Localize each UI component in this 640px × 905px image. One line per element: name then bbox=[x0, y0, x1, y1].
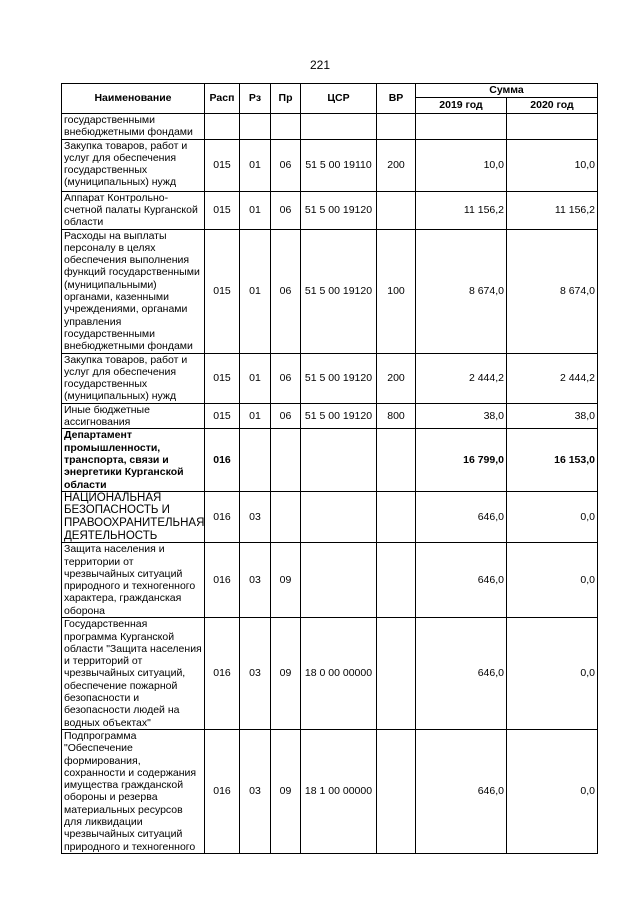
row-pr: 06 bbox=[271, 191, 301, 229]
table-row bbox=[62, 139, 598, 191]
row-name: Закупка товаров, работ и услуг для обеспечения государственных (муниципальных) нужд bbox=[62, 353, 205, 403]
row-name: НАЦИОНАЛЬНАЯ БЕЗОПАСНОСТЬ И ПРАВООХРАНИТЕЛЬНАЯ ДЕЯТЕЛЬНОСТЬ bbox=[62, 491, 205, 542]
row-sum-2019: 646,0 bbox=[416, 491, 507, 542]
row-rasp: 016 bbox=[205, 729, 240, 853]
row-rasp: 016 bbox=[205, 429, 240, 491]
row-rz bbox=[240, 114, 271, 140]
row-rz: 01 bbox=[240, 191, 271, 229]
row-vr bbox=[377, 491, 416, 542]
row-sum-2019: 646,0 bbox=[416, 543, 507, 618]
row-pr: 06 bbox=[271, 139, 301, 191]
row-sum-2020: 0,0 bbox=[507, 618, 598, 730]
row-name: Иные бюджетные ассигнования bbox=[62, 403, 205, 429]
row-vr bbox=[377, 618, 416, 730]
row-rasp bbox=[205, 114, 240, 140]
row-vr: 100 bbox=[377, 229, 416, 353]
row-pr bbox=[271, 491, 301, 542]
table-row bbox=[62, 618, 598, 730]
row-sum-2020: 0,0 bbox=[507, 729, 598, 853]
row-rasp: 015 bbox=[205, 191, 240, 229]
row-vr: 800 bbox=[377, 403, 416, 429]
row-name: Расходы на выплаты персоналу в целях обеспечения выполнения функций государственными (муниципальными) органами, казенными учреждениями, органами управления государственными внебюджетными фондами bbox=[62, 229, 205, 353]
row-vr bbox=[377, 729, 416, 853]
page-number: 221 bbox=[309, 58, 331, 72]
row-vr bbox=[377, 429, 416, 491]
row-name: Государственная программа Курганской области "Защита населения и территорий от чрезвычайных ситуаций, обеспечение пожарной безопасности и безопасности людей на водных объектах" bbox=[62, 618, 205, 730]
header-2019: 2019 год bbox=[416, 98, 507, 114]
row-sum-2019 bbox=[416, 114, 507, 140]
row-csr: 51 5 00 19120 bbox=[301, 191, 377, 229]
budget-table bbox=[61, 83, 598, 854]
row-vr bbox=[377, 543, 416, 618]
header-vr: ВР bbox=[377, 84, 416, 114]
row-rasp: 016 bbox=[205, 491, 240, 542]
row-csr: 51 5 00 19110 bbox=[301, 139, 377, 191]
row-vr: 200 bbox=[377, 139, 416, 191]
table-row bbox=[62, 191, 598, 229]
row-rz: 01 bbox=[240, 229, 271, 353]
row-sum-2020: 2 444,2 bbox=[507, 353, 598, 403]
row-rasp: 015 bbox=[205, 353, 240, 403]
row-name: Защита населения и территории от чрезвычайных ситуаций природного и техногенного характера, гражданская оборона bbox=[62, 543, 205, 618]
table-row bbox=[62, 229, 598, 353]
row-name: Закупка товаров, работ и услуг для обеспечения государственных (муниципальных) нужд bbox=[62, 139, 205, 191]
table-row bbox=[62, 491, 598, 542]
table-row bbox=[62, 429, 598, 491]
row-name: Департамент промышленности, транспорта, связи и энергетики Курганской области bbox=[62, 429, 205, 491]
row-rasp: 016 bbox=[205, 618, 240, 730]
row-sum-2019: 38,0 bbox=[416, 403, 507, 429]
row-name: государственными внебюджетными фондами bbox=[62, 114, 205, 140]
row-pr bbox=[271, 114, 301, 140]
row-pr: 09 bbox=[271, 543, 301, 618]
row-csr bbox=[301, 114, 377, 140]
row-rz: 01 bbox=[240, 139, 271, 191]
row-rz: 03 bbox=[240, 491, 271, 542]
table-row bbox=[62, 114, 598, 140]
row-csr: 18 0 00 00000 bbox=[301, 618, 377, 730]
header-row bbox=[62, 84, 598, 98]
row-rz: 01 bbox=[240, 353, 271, 403]
row-pr: 06 bbox=[271, 353, 301, 403]
row-vr bbox=[377, 114, 416, 140]
row-name: Подпрограмма "Обеспечение формирования, сохранности и содержания имущества гражданской обороны и резерва материальных ресурсов для ликвидации чрезвычайных ситуаций природного и техногенного bbox=[62, 729, 205, 853]
row-csr: 51 5 00 19120 bbox=[301, 353, 377, 403]
table-row bbox=[62, 353, 598, 403]
row-pr: 06 bbox=[271, 403, 301, 429]
row-pr: 06 bbox=[271, 229, 301, 353]
row-pr: 09 bbox=[271, 618, 301, 730]
row-sum-2019: 8 674,0 bbox=[416, 229, 507, 353]
row-csr bbox=[301, 543, 377, 618]
row-csr bbox=[301, 429, 377, 491]
row-rasp: 015 bbox=[205, 229, 240, 353]
row-rz: 01 bbox=[240, 403, 271, 429]
row-rasp: 015 bbox=[205, 403, 240, 429]
header-sum: Сумма bbox=[416, 84, 598, 98]
row-rz bbox=[240, 429, 271, 491]
row-sum-2020 bbox=[507, 114, 598, 140]
header-rasp: Расп bbox=[205, 84, 240, 114]
row-vr bbox=[377, 191, 416, 229]
row-rasp: 016 bbox=[205, 543, 240, 618]
row-csr: 51 5 00 19120 bbox=[301, 229, 377, 353]
header-csr: ЦСР bbox=[301, 84, 377, 114]
row-rasp: 015 bbox=[205, 139, 240, 191]
table-row bbox=[62, 403, 598, 429]
row-sum-2020: 0,0 bbox=[507, 491, 598, 542]
header-name: Наименование bbox=[62, 84, 205, 114]
row-rz: 03 bbox=[240, 618, 271, 730]
row-sum-2020: 8 674,0 bbox=[507, 229, 598, 353]
row-sum-2020: 11 156,2 bbox=[507, 191, 598, 229]
row-name: Аппарат Контрольно-счетной палаты Курганской области bbox=[62, 191, 205, 229]
table-row bbox=[62, 729, 598, 853]
row-csr bbox=[301, 491, 377, 542]
row-sum-2020: 0,0 bbox=[507, 543, 598, 618]
row-sum-2019: 11 156,2 bbox=[416, 191, 507, 229]
row-pr bbox=[271, 429, 301, 491]
row-csr: 18 1 00 00000 bbox=[301, 729, 377, 853]
row-sum-2020: 10,0 bbox=[507, 139, 598, 191]
row-sum-2019: 16 799,0 bbox=[416, 429, 507, 491]
row-pr: 09 bbox=[271, 729, 301, 853]
row-sum-2019: 2 444,2 bbox=[416, 353, 507, 403]
row-sum-2019: 10,0 bbox=[416, 139, 507, 191]
row-sum-2019: 646,0 bbox=[416, 618, 507, 730]
row-csr: 51 5 00 19120 bbox=[301, 403, 377, 429]
table-row bbox=[62, 543, 598, 618]
header-rz: Рз bbox=[240, 84, 271, 114]
row-sum-2019: 646,0 bbox=[416, 729, 507, 853]
row-rz: 03 bbox=[240, 729, 271, 853]
header-2020: 2020 год bbox=[507, 98, 598, 114]
row-sum-2020: 38,0 bbox=[507, 403, 598, 429]
header-pr: Пр bbox=[271, 84, 301, 114]
row-rz: 03 bbox=[240, 543, 271, 618]
row-sum-2020: 16 153,0 bbox=[507, 429, 598, 491]
row-vr: 200 bbox=[377, 353, 416, 403]
